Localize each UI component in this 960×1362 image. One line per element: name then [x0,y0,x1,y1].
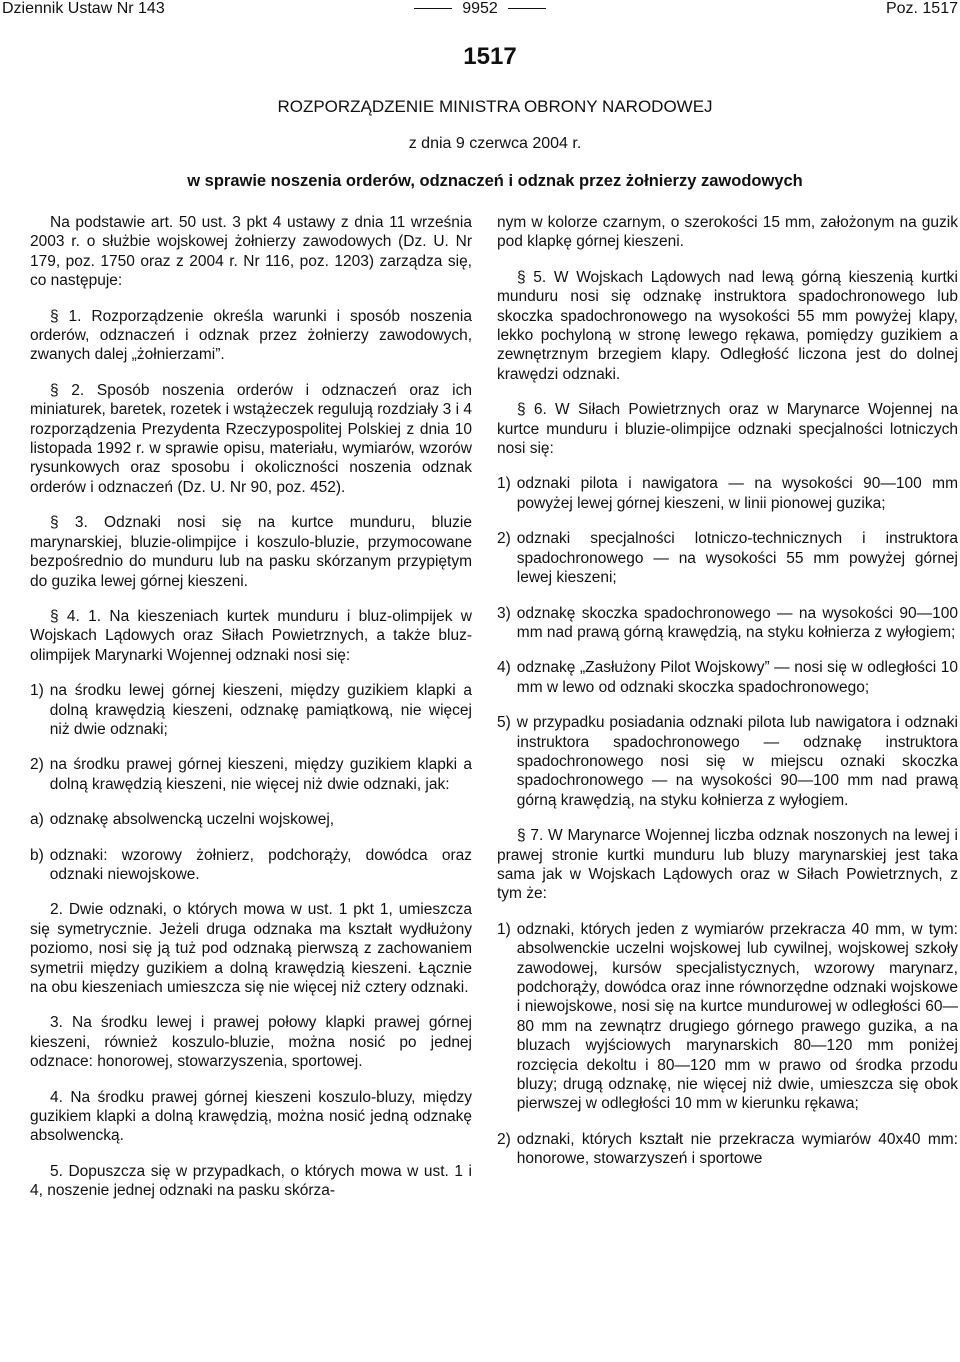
list-item [497,529,958,587]
list-item [497,658,958,697]
sub-list-item-text: odznakę absolwencką uczelni wojskowej, [49,811,335,829]
list-item-label: 1) [30,682,44,700]
list-item-text: odznaki pilota i nawigatora — na wysokości 90—100 mm powyżej lewej górnej kieszeni, w linii pionowej guzika; [516,475,958,512]
list-item-label: 2) [497,1130,511,1148]
list-item [497,1130,958,1169]
dash-left [414,8,452,9]
list-item-text: w przypadku posiadania odznaki pilota lub nawigatora i odznaki instruktora spadochronowego — odznakę instruktora spadochronowego nosi się w miejscu oznaki skoczka spadochronowego — na wysokości 90—100 mm nad prawą górną krawędzią, na styku kołnierza z wyłogiem. [516,714,958,809]
sub-list-item [30,846,472,885]
list-item-label: 3) [497,604,511,622]
paragraph-6: § 6. W Siłach Powietrznych oraz w Marynarce Wojennej na kurtce munduru i bluzie-olimpijce odznaki specjalności lotniczych nosi się: [497,401,958,458]
list-item-label: 4) [497,659,511,677]
sub-list-item-label: a) [30,811,44,829]
list-item-label: 2) [497,530,511,548]
page-header [0,0,960,26]
list-item-label: 2) [30,756,44,774]
list-item-text: odznaki specjalności lotniczo-technicznych i instruktora spadochronowego — na wysokości 55 mm powyżej górnej lewej kieszeni; [516,530,958,587]
paragraph-4-section-4: 4. Na środku prawej górnej kieszeni koszulo-bluzy, między guzikiem klapki a dolną krawędzią, można nosić jedną odznakę absolwencką. [30,1088,472,1145]
paragraph-4-section-3: 3. Na środku lewej i prawej połowy klapki prawej górnej kieszeni, również koszulo-bluzie, można nosić po jednej odznace: honorowej, stowarzyszenia, sportowej. [30,1014,472,1071]
act-heading: ROZPORZĄDZENIE MINISTRA OBRONY NARODOWEJ [277,97,713,116]
list-item-label: 5) [497,714,511,732]
list-item-text: odznaki, których jeden z wymiarów przekracza 40 mm, w tym: absolwenckie uczelni wojskowej lub cywilnej, wojskowej szkoły zawodowej, kursów specjalistycznych, wzorowy marynarz, podchorąży, dowódca oraz inne równorzędne odznaki wojskowe i niewojskowe, nosi się na kurtce mundurowej w odległości 60—80 mm na zewnątrz drugiego górnego prawego guzika, a na bluzach wyjściowych marynarskich 80—120 mm poniżej rozcięcia dekoltu i 80—120 mm w prawo od środka przodu bluzy; drugą odznakę, nie więcej niż dwie, umieszcza się obok pierwszej w odległości 10 mm w kierunku rękawa; [516,920,958,1113]
list-item-text: na środku lewej górnej kieszeni, między guzikiem klapki a dolną krawędzią kieszeni, odznakę pamiątkową, nie więcej niż dwie odznaki; [49,682,472,738]
list-item [497,604,958,643]
left-column [30,213,472,1217]
list-item [30,755,472,794]
sub-list-item [30,810,472,829]
paragraph-5: § 5. W Wojskach Lądowych nad lewą górną kieszenią kurtki munduru nosi się odznakę instruktora spadochronowego lub skoczka spadochronowego na wysokości 55 mm powyżej klapy, lekko pochyloną w stronę lewego rękawa, pomiędzy guzikiem a zewnętrznym brzegiem klapy. Odległość liczona jest do dolnej krawędzi odznaki. [497,268,958,383]
journal-name: Dziennik Ustaw Nr 143 [2,0,165,17]
list-item [497,920,958,1114]
act-number: 1517 [463,43,517,70]
title-block [0,42,960,192]
sub-list-item-text: odznaki: wzorowy żołnierz, podchorąży, dowódca oraz odznaki niewojskowe. [49,846,472,883]
paragraph-3: § 3. Odznaki nosi się na kurtce munduru, bluzie marynarskiej, bluzie-olimpijce i koszulo-bluzie, przymocowane bezpośrednio do munduru lub na pasku skórzanym przypiętym do guzika lewej górnej kieszeni. [30,514,472,590]
page-number [0,0,960,18]
list-item-text: na środku prawej górnej kieszeni, między guzikiem klapki a dolną krawędzią kieszeni, nie więcej niż dwie odznaki, jak: [49,756,472,793]
paragraph-4-section-5: 5. Dopuszcza się w przypadkach, o których mowa w ust. 1 i 4, noszenie jednej odznaki na pasku skórza- [30,1162,472,1200]
right-column [497,213,958,1185]
list-item-label: 1) [497,920,511,938]
list-item [30,681,472,739]
act-subject: w sprawie noszenia orderów, odznaczeń i odznak przez żołnierzy zawodowych [187,172,803,190]
paragraph-1: § 1. Rozporządzenie określa warunki i sposób noszenia orderów, odznaczeń i odznak przez żołnierzy zawodowych, zwanych dalej „żołnierzami”. [30,307,472,364]
position-number: Poz. 1517 [885,0,958,17]
list-item-text: odznakę skoczka spadochronowego — na wysokości 90—100 mm nad prawą górną krawędzią, na styku kołnierza z wyłogiem; [516,604,958,641]
paragraph-2: § 2. Sposób noszenia orderów i odznaczeń oraz ich miniaturek, baretek, rozetek i wstążeczek regulują rozdziały 3 i 4 rozporządzenia Prezydenta Rzeczypospolitej Polskiej z dnia 10 listopada 1992 r. w sprawie opisu, materiału, wymiarów, wzorów rysunkowych oraz sposobu i okoliczności noszenia odznak orderów i odznaczeń (Dz. U. Nr 90, poz. 452). [30,381,472,496]
preamble: Na podstawie art. 50 ust. 3 pkt 4 ustawy z dnia 11 września 2003 r. o służbie wojskowej żołnierzy zawodowych (Dz. U. Nr 179, poz. 1750 oraz z 2004 r. Nr 116, poz. 1203) zarządza się, co następuje: [30,214,472,290]
dash-right [508,8,546,9]
sub-list-item-label: b) [30,846,44,864]
continuation-text: nym w kolorze czarnym, o szerokości 15 mm, założonym na guzik pod klapkę górnej kieszeni. [497,214,958,251]
list-item [497,713,958,810]
list-item [497,474,958,513]
list-item-text: odznakę „Zasłużony Pilot Wojskowy” — nosi się w odległości 10 mm w lewo od odznaki skoczka spadochronowego; [516,659,958,696]
paragraph-4-section-1: § 4. 1. Na kieszeniach kurtek munduru i bluz-olimpijek w Wojskach Lądowych oraz Siłach Powietrznych, a także bluz-olimpijek Marynarki Wojennej odznaki nosi się: [30,607,472,664]
paragraph-4-section-2: 2. Dwie odznaki, o których mowa w ust. 1 pkt 1, umieszcza się symetrycznie. Jeżeli druga odznaka ma kształt wydłużony poziomo, nosi się ją tuż pod odznaką pierwszą z zachowaniem symetrii między guzikiem a dolną krawędzią kieszeni. Łącznie na obu kieszeniach umieszcza się nie więcej niż cztery odznaki. [30,901,472,996]
page-number-text: 9952 [462,0,498,17]
list-item-label: 1) [497,475,511,493]
paragraph-7: § 7. W Marynarce Wojennej liczba odznak noszonych na lewej i prawej stronie kurtki munduru lub bluzy marynarskiej jest taka sama jak w Wojskach Lądowych oraz w Siłach Powietrznych, z tym że: [497,827,958,903]
act-date: z dnia 9 czerwca 2004 r. [408,135,582,152]
list-item-text: odznaki, których kształt nie przekracza wymiarów 40x40 mm: honorowe, stowarzyszeń i sportowe [516,1130,958,1168]
